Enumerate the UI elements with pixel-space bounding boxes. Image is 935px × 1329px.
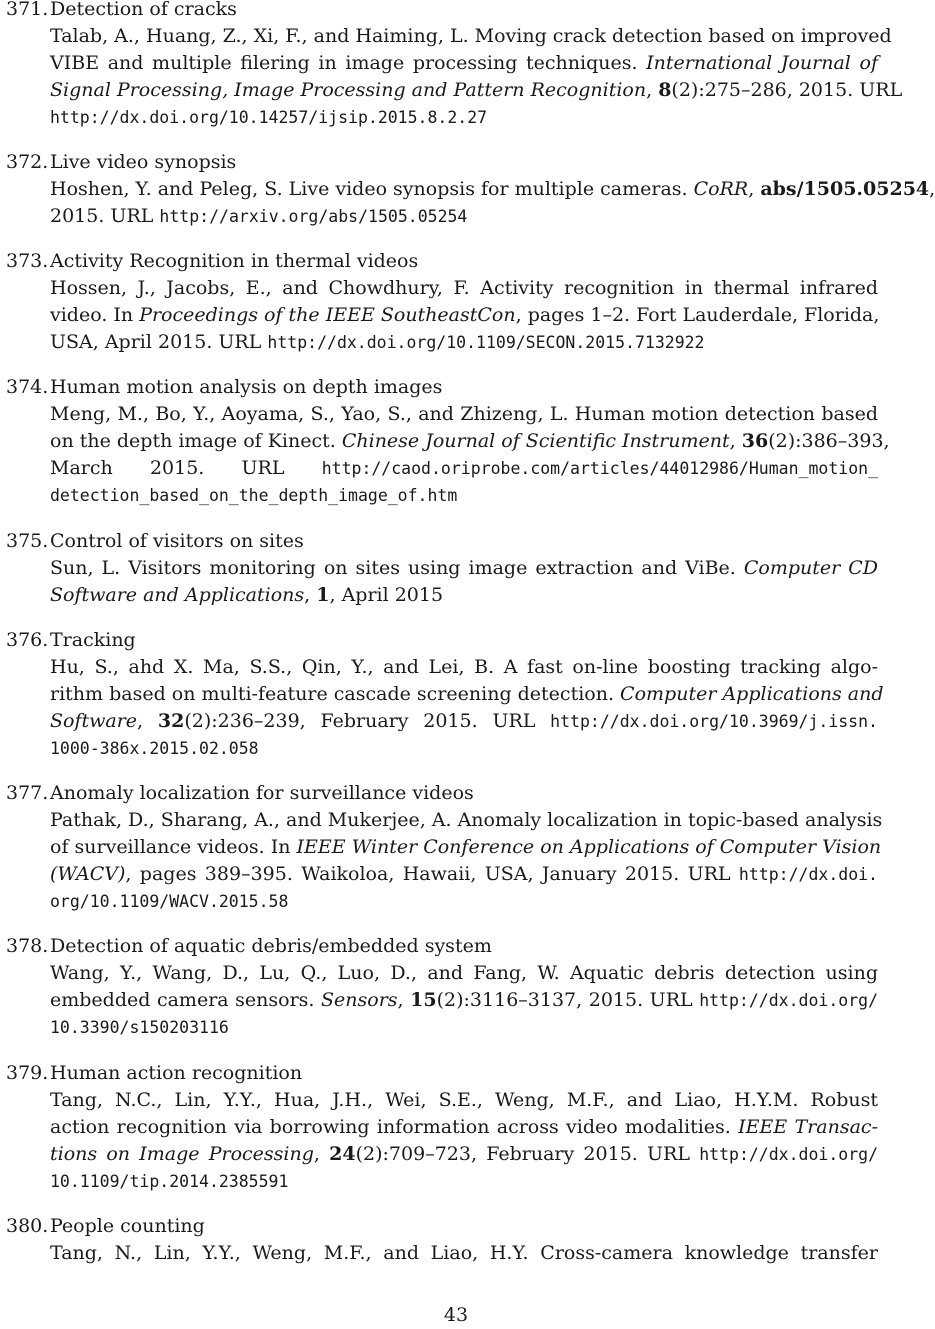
citation-line <box>50 401 878 428</box>
text-segment: on the depth image of Kinect. <box>50 430 342 452</box>
text-segment: video. In <box>50 304 140 326</box>
volume-text: 15 <box>410 989 437 1011</box>
citation-line <box>50 861 878 888</box>
url-link[interactable]: http://dx.doi. <box>738 865 878 884</box>
venue-text: Computer Applications and <box>620 683 884 705</box>
volume-text: 8 <box>658 79 672 101</box>
citation-text <box>50 960 878 1041</box>
citation-line <box>50 1168 878 1195</box>
url-link[interactable]: org/10.1109/WACV.2015.58 <box>50 892 289 911</box>
venue-text: (WACV) <box>50 863 126 885</box>
entry-number: 378. <box>6 935 49 957</box>
url-link[interactable]: 10.1109/tip.2014.2385591 <box>50 1172 289 1191</box>
entry-topic: Control of visitors on sites <box>50 530 304 552</box>
citation-line <box>50 176 935 203</box>
text-segment: Wang, Y., Wang, D., Lu, Q., Luo, D., and Fang, W. Aquatic debris detection using <box>50 962 878 984</box>
text-segment: , <box>137 710 158 732</box>
entry-number: 371. <box>6 0 49 20</box>
page-number: 43 <box>443 1304 469 1326</box>
entry-topic: Activity Recognition in thermal videos <box>50 250 419 272</box>
url-link[interactable]: http://dx.doi.org/ <box>699 991 878 1010</box>
citation-line <box>50 455 878 482</box>
text-segment: Hu, S., ahd X. Ma, S.S., Qin, Y., and Lei, B. A fast on-line boosting tracking algo- <box>50 656 878 678</box>
text-segment: Hossen, J., Jacobs, E., and Chowdhury, F. Activity recognition in thermal infrared <box>50 277 878 299</box>
entry-topic: Tracking <box>50 629 136 651</box>
citation-text <box>50 1087 878 1195</box>
entry-topic: Anomaly localization for surveillance videos <box>50 782 474 804</box>
text-segment: Tang, N.C., Lin, Y.Y., Hua, J.H., Wei, S.E., Weng, M.F., and Liao, H.Y.M. Robust <box>50 1089 878 1111</box>
volume-text: abs/1505.05254 <box>760 178 930 200</box>
text-segment: of surveillance videos. In <box>50 836 297 858</box>
text-segment: , <box>748 178 761 200</box>
citation-line <box>50 23 892 50</box>
citation-line <box>50 807 883 834</box>
text-segment: , pages 1–2. Fort Lauderdale, Florida, <box>515 304 880 326</box>
citation-line <box>50 888 878 915</box>
citation-line <box>50 681 884 708</box>
text-segment: Talab, A., Huang, Z., Xi, F., and Haiming, L. Moving crack detection based on improved <box>50 25 892 47</box>
citation-line <box>50 50 878 77</box>
entry-topic: Detection of cracks <box>50 0 237 20</box>
citation-text <box>50 401 890 509</box>
citation-line <box>50 1014 878 1041</box>
text-segment: , April 2015 <box>329 584 444 606</box>
venue-text: IEEE Transac- <box>738 1116 878 1138</box>
text-segment: Hoshen, Y. and Peleg, S. Live video synopsis for multiple cameras. <box>50 178 694 200</box>
venue-text: Software and Applications <box>50 584 305 606</box>
citation-line <box>50 654 878 681</box>
volume-text: 1 <box>316 584 330 606</box>
citation-line <box>50 834 882 861</box>
text-segment: 2015. URL <box>50 205 160 227</box>
url-link[interactable]: 10.3390/s150203116 <box>50 1018 229 1037</box>
citation-line <box>50 1087 878 1114</box>
citation-line <box>50 1114 878 1141</box>
citation-line <box>50 482 878 509</box>
venue-text: Software <box>50 710 138 732</box>
url-link[interactable]: 1000-386x.2015.02.058 <box>50 739 259 758</box>
citation-text <box>50 176 935 230</box>
citation-line <box>50 735 878 762</box>
volume-text: 36 <box>741 430 769 452</box>
citation-line <box>50 582 878 609</box>
venue-text: tions on Image Processing <box>50 1143 314 1165</box>
venue-text: International Journal of <box>646 52 878 74</box>
citation-line <box>50 203 878 230</box>
text-segment: Meng, M., Bo, Y., Aoyama, S., Yao, S., and Zhizeng, L. Human motion detection based <box>50 403 878 425</box>
entry-number: 376. <box>6 629 49 651</box>
text-segment: VIBE and multiple filering in image processing techniques. <box>50 52 647 74</box>
citation-text <box>50 23 903 131</box>
venue-text: Proceedings of the IEEE SoutheastCon <box>139 304 516 326</box>
entry-number: 372. <box>6 151 49 173</box>
entry-topic: Detection of aquatic debris/embedded system <box>50 935 492 957</box>
citation-text <box>50 555 878 609</box>
text-segment: , <box>646 79 659 101</box>
citation-line <box>50 428 890 455</box>
citation-text <box>50 1240 878 1267</box>
url-link[interactable]: http://dx.doi.org/10.14257/ijsip.2015.8.2.27 <box>50 108 488 127</box>
text-segment: USA, April 2015. URL <box>50 331 268 353</box>
citation-line <box>50 708 878 735</box>
volume-text: 24 <box>329 1143 356 1165</box>
entry-number: 373. <box>6 250 49 272</box>
url-link[interactable]: http://arxiv.org/abs/1505.05254 <box>159 207 468 226</box>
text-segment: (2):3116–3137, 2015. URL <box>436 989 700 1011</box>
citation-text <box>50 275 878 356</box>
venue-text: Chinese Journal of Scientific Instrument <box>341 430 730 452</box>
citation-line <box>50 77 903 104</box>
text-segment: , <box>729 430 742 452</box>
venue-text: Signal Processing, Image Processing and Pattern Recognition <box>50 79 647 101</box>
citation-text <box>50 807 883 915</box>
venue-text: Computer CD <box>743 557 878 579</box>
text-segment: Pathak, D., Sharang, A., and Mukerjee, A. Anomaly localization in topic-based analysis <box>50 809 883 831</box>
text-segment: , <box>313 1143 330 1165</box>
text-segment: , pages 389–395. Waikoloa, Hawaii, USA, January 2015. URL <box>125 863 739 885</box>
text-segment: , <box>929 178 935 200</box>
citation-line <box>50 555 878 582</box>
entry-topic: Live video synopsis <box>50 151 237 173</box>
citation-line <box>50 104 878 131</box>
text-segment: (2):709–723, February 2015. URL <box>355 1143 700 1165</box>
citation-line <box>50 960 878 987</box>
text-segment: (2):236–239, February 2015. URL <box>184 710 551 732</box>
url-link[interactable]: detection_based_on_the_depth_image_of.htm <box>50 486 458 505</box>
volume-text: 32 <box>157 710 185 732</box>
url-link[interactable]: http://caod.oriprobe.com/articles/44012986/Human_motion_ <box>321 459 878 478</box>
text-segment: , <box>397 989 411 1011</box>
entry-topic: Human motion analysis on depth images <box>50 376 443 398</box>
venue-text: IEEE Winter Conference on Applications of Computer Vision <box>296 836 882 858</box>
url-link[interactable]: http://dx.doi.org/ <box>699 1145 879 1164</box>
venue-text: Sensors <box>321 989 398 1011</box>
entry-topic: People counting <box>50 1215 205 1237</box>
text-segment: , <box>304 584 317 606</box>
entry-topic: Human action recognition <box>50 1062 303 1084</box>
text-segment: rithm based on multi-feature cascade screening detection. <box>50 683 621 705</box>
citation-line <box>50 329 878 356</box>
citation-text <box>50 654 884 762</box>
citation-line <box>50 987 878 1014</box>
venue-text: CoRR <box>693 178 749 200</box>
entry-number: 375. <box>6 530 49 552</box>
entry-number: 379. <box>6 1062 49 1084</box>
citation-line <box>50 275 878 302</box>
text-segment: action recognition via borrowing information across video modalities. <box>50 1116 739 1138</box>
text-segment: Sun, L. Visitors monitoring on sites using image extraction and ViBe. <box>50 557 744 579</box>
text-segment: Tang, N., Lin, Y.Y., Weng, M.F., and Liao, H.Y. Cross-camera knowledge transfer <box>50 1242 878 1264</box>
text-segment: (2):275–286, 2015. URL <box>671 79 903 101</box>
text-segment: March 2015. URL <box>50 457 322 479</box>
entry-number: 380. <box>6 1215 49 1237</box>
entry-number: 377. <box>6 782 49 804</box>
citation-line <box>50 1141 878 1168</box>
url-link[interactable]: http://dx.doi.org/10.3969/j.issn. <box>550 712 878 731</box>
entry-number: 374. <box>6 376 49 398</box>
url-link[interactable]: http://dx.doi.org/10.1109/SECON.2015.7132922 <box>267 333 705 352</box>
text-segment: (2):386–393, <box>768 430 890 452</box>
citation-line <box>50 1240 878 1267</box>
text-segment: embedded camera sensors. <box>50 989 322 1011</box>
citation-line <box>50 302 878 329</box>
